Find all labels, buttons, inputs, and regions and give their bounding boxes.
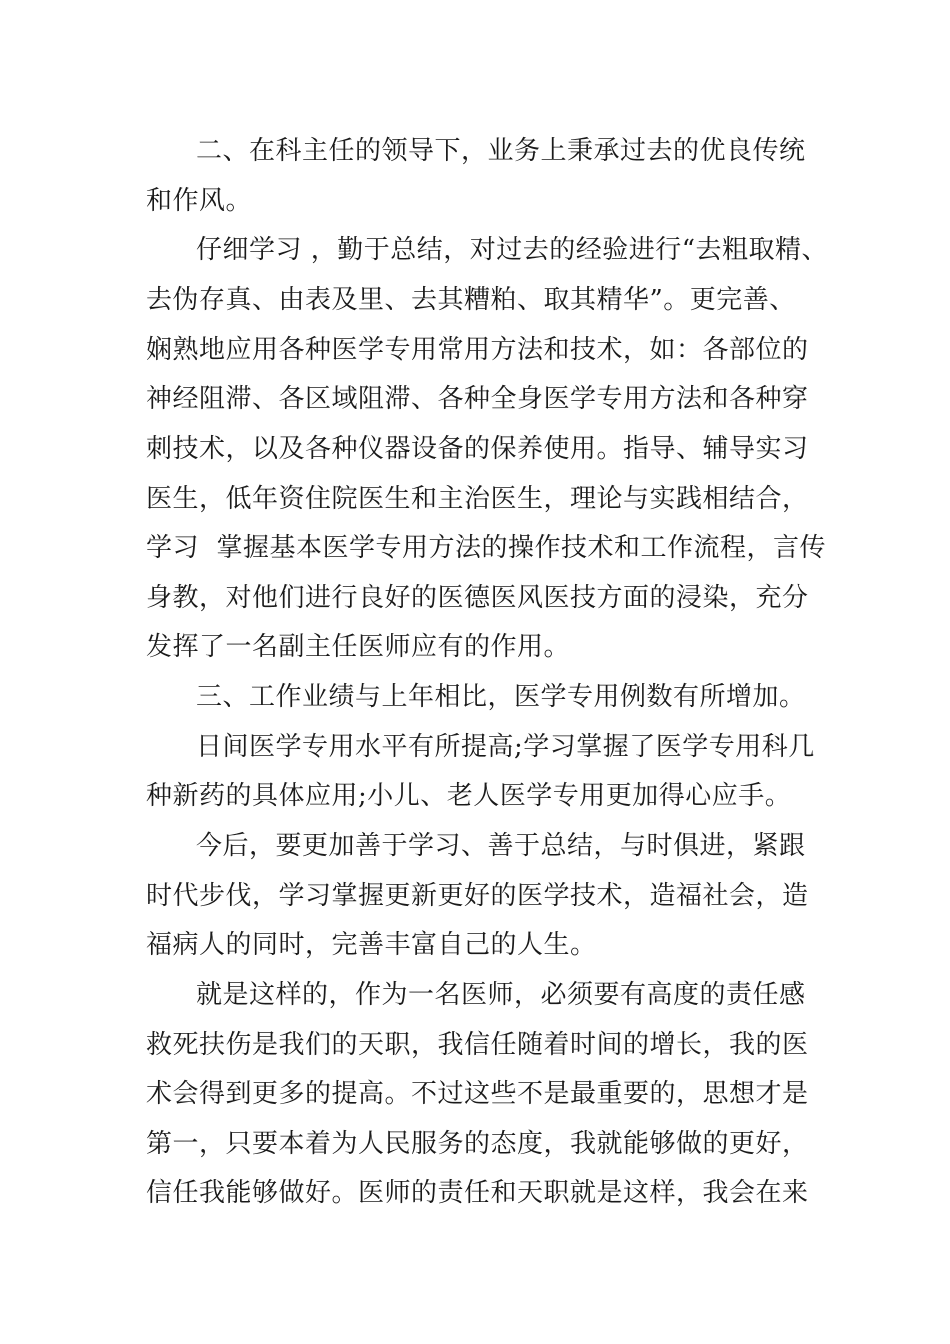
text-line: 发挥了一名副主任医师应有的作用。 bbox=[146, 632, 571, 662]
text-line: 术会得到更多的提高。不过这些不是最重要的，思想才是 bbox=[146, 1079, 809, 1109]
text-line: 三、工作业绩与上年相比，医学专用例数有所增加。 bbox=[196, 682, 806, 712]
text-line: 身教，对他们进行良好的医德医风医技方面的浸染，充分 bbox=[146, 583, 809, 613]
text-line: 仔细学习 ，勤于总结，对过去的经验进行“去粗取精、 bbox=[196, 235, 829, 265]
text-line: 信任我能够做好。医师的责任和天职就是这样，我会在来 bbox=[146, 1178, 809, 1208]
text-line: 医生，低年资住院医生和主治医生，理论与实践相结合， bbox=[146, 484, 809, 514]
text-line: 和作风。 bbox=[146, 186, 253, 216]
text-line: 种新药的具体应用;小儿、老人医学专用更加得心应手。 bbox=[146, 781, 792, 811]
text-line: 救死扶伤是我们的天职，我信任随着时间的增长，我的医 bbox=[146, 1030, 809, 1060]
text-line: 神经阻滞、各区域阻滞、各种全身医学专用方法和各种穿 bbox=[146, 384, 809, 414]
text-line: 时代步伐，学习掌握更新更好的医学技术，造福社会，造 bbox=[146, 881, 809, 911]
text-line: 娴熟地应用各种医学专用常用方法和技术，如：各部位的 bbox=[146, 335, 809, 365]
text-line: 刺技术，以及各种仪器设备的保养使用。指导、辅导实习 bbox=[146, 434, 809, 464]
text-line: 日间医学专用水平有所提高;学习掌握了医学专用科几 bbox=[196, 732, 815, 762]
text-line: 第一，只要本着为人民服务的态度，我就能够做的更好， bbox=[146, 1129, 809, 1159]
text-line: 福病人的同时，完善丰富自己的人生。 bbox=[146, 930, 597, 960]
text-line: 今后，要更加善于学习、善于总结，与时俱进，紧跟 bbox=[196, 831, 806, 861]
text-line: 去伪存真、由表及里、去其糟粕、取其精华”。更完善、 bbox=[146, 285, 796, 315]
text-line: 学习 掌握基本医学专用方法的操作技术和工作流程，言传 bbox=[146, 533, 827, 563]
text-line: 就是这样的，作为一名医师，必须要有高度的责任感 bbox=[196, 980, 806, 1010]
text-line: 二、在科主任的领导下，业务上秉承过去的优良传统 bbox=[196, 136, 806, 166]
